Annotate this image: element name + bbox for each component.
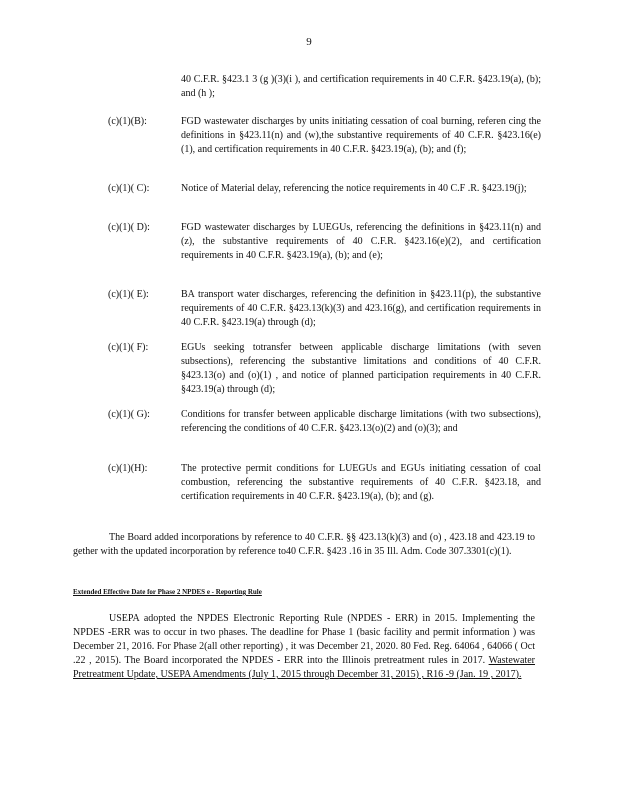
page-number: 9 xyxy=(306,36,312,48)
item-label: (c)(1)( C): xyxy=(108,183,150,194)
item-label: (c)(1)(H): xyxy=(108,463,148,474)
continuation-text: 40 C.F.R. §423.1 3 (g )(3)(i ), and certification requirements in 40 C.F.R. §423.19(a), (b); and (h ); xyxy=(181,74,541,99)
item-text: FGD wastewater discharges by units initiating cessation of coal burning, referen cing the definitions in §423.11(n) and (w),the substantive requirements of 40 C.F.R. §423.16(e)(1), and certification requirements in 40 C.F.R. §423.19(a), (b); and (f); xyxy=(181,116,541,155)
item-label: (c)(1)(B): xyxy=(108,116,147,127)
board-paragraph: The Board added incorporations by reference to 40 C.F.R. §§ 423.13(k)(3) and (o) , 423.18 and 423.19 to gether with the updated incorporation by reference to40 C.F.R. §423 .16 in 35 Ill. Adm. Code 307.3301(c)(1). xyxy=(73,532,535,557)
item-text: Notice of Material delay, referencing the notice requirements in 40 C.F .R. §423.19(j); xyxy=(181,183,527,194)
usepa-paragraph xyxy=(73,612,535,682)
item-text: Conditions for transfer between applicable discharge limitations (with two subsections), referencing the conditions of 40 C.F.R. §423.13(o)(2) and (o)(3); and xyxy=(181,409,541,434)
item-text: The protective permit conditions for LUEGUs and EGUs initiating cessation of coal combustion, referencing the substantive requirements of 40 C.F.R. §423.18, and certification requirements in 40 C.F.R. §423.19(a), (b); and (g). xyxy=(181,463,541,502)
item-text: BA transport water discharges, referencing the definition in §423.11(p), the substantive requirements of 40 C.F.R. §423.13(k)(3) and 423.16(g), and certification requirements in 40 C.F.R. §423.19(a) through (d); xyxy=(181,289,541,328)
item-label: (c)(1)( F): xyxy=(108,342,149,353)
item-text: FGD wastewater discharges by LUEGUs, referencing the definitions in §423.11(n) and (z), the substantive requirements of 40 C.F.R. §423.16(e)(2), and certification requirements in 40 C.F.R. §423.19(a), (b); and (e); xyxy=(181,222,541,261)
usepa-paragraph-text: USEPA adopted the NPDES Electronic Reporting Rule (NPDES - ERR) in 2015. Implementing the NPDES -ERR was to occur in two phases. The deadline for Phase 1 (basic facility and permit information ) was December 21, 2016. For Phase 2(all other reporting) , it was December 21, 2020. 80 Fed. Reg. 64064 , 64066 ( Oct .22 , 2015). The Board incorporated the NPDES - ERR into the Illinois pretreatment rules in 2017. xyxy=(73,613,535,666)
case-citation: Wastewater Pretreatment Update, USEPA Amendments (July 1, 2015 through December 31, 2015) , R16 -9 (Jan. 19 , 2017). xyxy=(73,655,535,680)
item-label: (c)(1)( G): xyxy=(108,409,150,420)
item-label: (c)(1)( D): xyxy=(108,222,150,233)
section-heading: Extended Effective Date for Phase 2 NPDES e - Reporting Rule xyxy=(73,588,262,596)
item-label: (c)(1)( E): xyxy=(108,289,149,300)
item-text: EGUs seeking totransfer between applicable discharge limitations (with seven subsections), referencing the substantive limitations and conditions of 40 C.F.R. §423.13(o) and (o)(1) , and notice of planned participation requirements in 40 C.F.R. §423.19(a) through (d); xyxy=(181,342,541,395)
